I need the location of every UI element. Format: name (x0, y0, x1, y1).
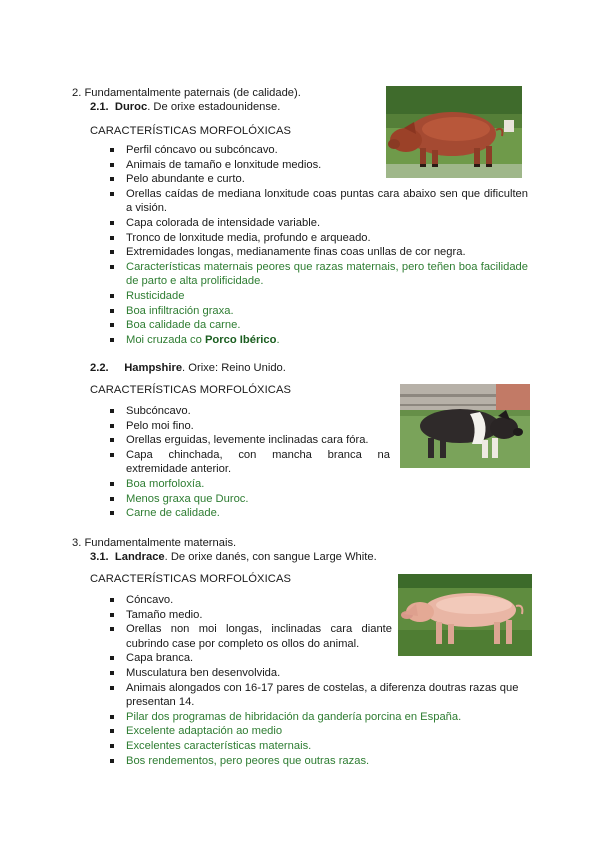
list-item: Excelentes características maternais. (108, 739, 528, 754)
list-item: Perfil cóncavo ou subcóncavo. (108, 143, 528, 158)
list-item: Orellas caídas de mediana lonxitude coas puntas cara abaixo sen que dificulten a visión. (108, 187, 528, 216)
porco-iberico-highlight: Porco Ibérico (204, 333, 277, 346)
hampshire-pig-photo (400, 384, 530, 468)
list-item: Animais de tamaño e lonxitude medios. (108, 158, 528, 173)
hampshire-origin: . Orixe: Reino Unido. (182, 362, 286, 374)
list-item: Boa calidade da carne. (108, 318, 528, 333)
landrace-heading (90, 550, 377, 565)
list-item: Capa colorada de intensidade variable. (108, 216, 528, 231)
hampshire-characteristics-label: CARACTERÍSTICAS MORFOLÓXICAS (90, 384, 292, 396)
list-item: Menos graxa que Duroc. (108, 492, 390, 507)
duroc-heading (90, 100, 280, 115)
hampshire-name: Hampshire (124, 362, 183, 374)
list-item: Pilar dos programas de hibridación da gandería porcina en España. (108, 710, 528, 725)
list-item: Excelente adaptación ao medio (108, 724, 528, 739)
list-item: Rusticidade (108, 289, 528, 304)
landrace-number: 3.1. (90, 551, 109, 563)
list-item: Capa branca. (108, 651, 528, 666)
list-item (108, 333, 528, 348)
list-item: Tamaño medio. (108, 608, 528, 623)
section-3-heading: 3. Fundamentalmente maternais. (72, 537, 237, 549)
duroc-number: 2.1. (90, 101, 109, 113)
landrace-characteristics-label: CARACTERÍSTICAS MORFOLÓXICAS (90, 573, 292, 585)
list-item: Pelo abundante e curto. (108, 172, 528, 187)
list-item: Cóncavo. (108, 593, 528, 608)
last-item-prefix: Moi cruzada co (126, 333, 205, 346)
list-item: Capa chinchada, con mancha branca na extremidade anterior. (108, 448, 390, 477)
landrace-origin: . De orixe danés, con sangue Large White. (164, 551, 377, 563)
hampshire-heading (90, 361, 286, 376)
duroc-characteristics-list (108, 143, 528, 347)
landrace-name: Landrace (114, 551, 165, 563)
last-item-suffix: . (276, 333, 280, 346)
landrace-characteristics-list (108, 593, 528, 768)
hampshire-characteristics-list (108, 404, 390, 521)
list-item: Características maternais peores que razas maternais, pero teñen boa facilidade de parto e alta prolificidade. (108, 260, 528, 289)
section-2-heading: 2. Fundamentalmente paternais (de calidade). (72, 87, 301, 99)
list-item: Extremidades longas, medianamente finas coas unllas de cor negra. (108, 245, 528, 260)
duroc-name: Duroc (114, 101, 148, 113)
list-item: Orellas non moi longas, inclinadas cara diante cubrindo case por completo os ollos do animal. (108, 622, 392, 651)
list-item: Tronco de lonxitude media, profundo e arqueado. (108, 231, 528, 246)
list-item: Boa morfoloxía. (108, 477, 390, 492)
list-item: Orellas erguidas, levemente inclinadas cara fóra. (108, 433, 390, 448)
list-item: Pelo moi fino. (108, 419, 390, 434)
list-item: Boa infiltración graxa. (108, 304, 528, 319)
list-item: Carne de calidade. (108, 506, 390, 521)
list-item: Animais alongados con 16-17 pares de costelas, a diferenza doutras razas que presentan 14. (108, 681, 528, 710)
duroc-characteristics-label: CARACTERÍSTICAS MORFOLÓXICAS (90, 125, 292, 137)
duroc-origin: . De orixe estadounidense. (147, 101, 281, 113)
list-item: Bos rendementos, pero peores que outras razas. (108, 754, 528, 769)
list-item: Musculatura ben desenvolvida. (108, 666, 528, 681)
list-item: Subcóncavo. (108, 404, 390, 419)
hampshire-number: 2.2. (90, 362, 109, 374)
